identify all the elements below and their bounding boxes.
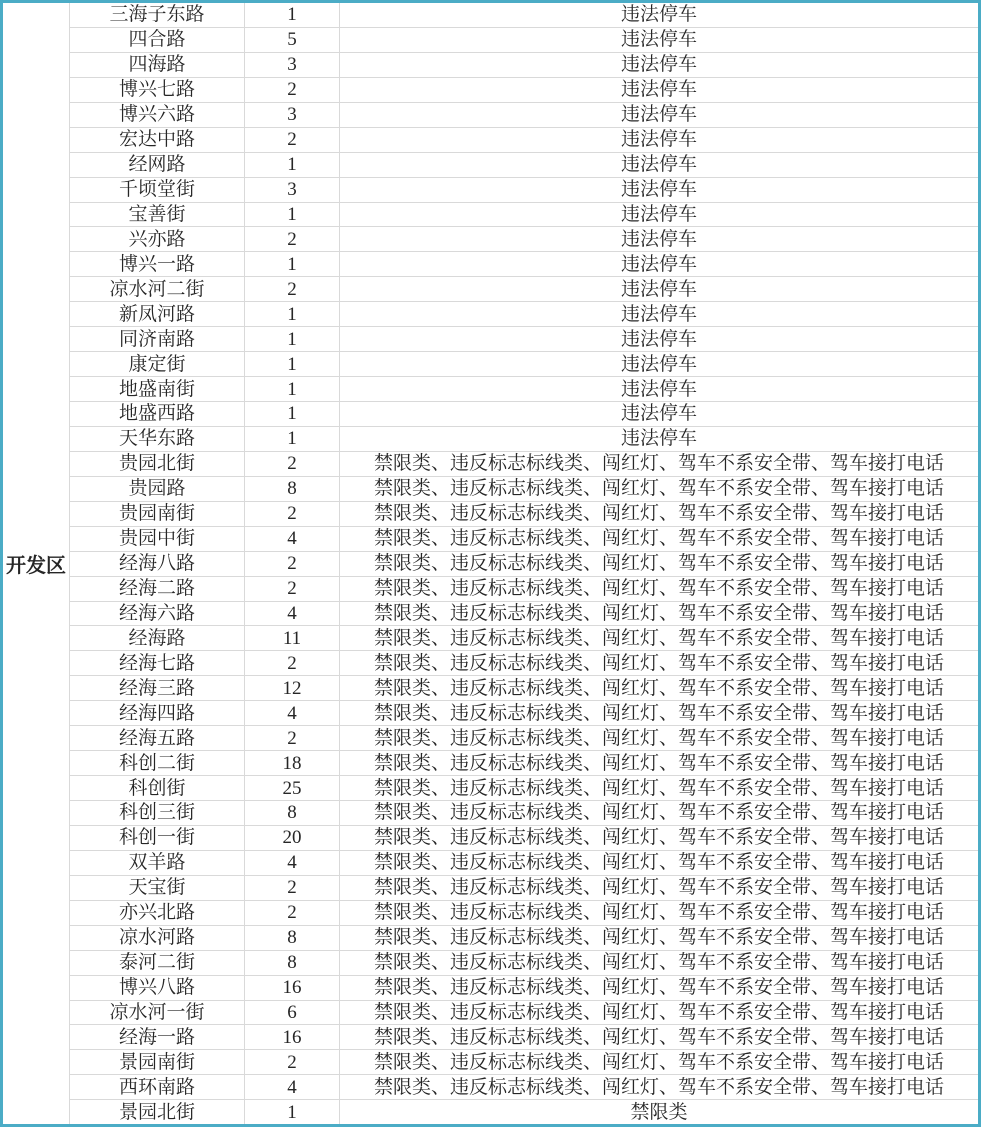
count-cell: 20	[245, 826, 340, 850]
table-row	[70, 726, 978, 751]
table-row	[70, 28, 978, 53]
table-row	[70, 1075, 978, 1100]
street-cell: 新凤河路	[70, 302, 245, 326]
count-cell: 3	[245, 178, 340, 202]
count-cell: 4	[245, 1075, 340, 1099]
violation-cell: 禁限类、违反标志标线类、闯红灯、驾车不系安全带、驾车接打电话	[373, 727, 944, 749]
count-cell: 6	[245, 1001, 340, 1025]
street-cell: 经海五路	[70, 726, 245, 750]
violation-cell: 违法停车	[620, 203, 697, 225]
street-cell: 宝善街	[70, 203, 245, 227]
street-cell: 经海三路	[70, 676, 245, 700]
violation-cell: 违法停车	[620, 104, 697, 126]
table-row	[70, 1001, 978, 1026]
table-row	[70, 951, 978, 976]
violation-cell: 违法停车	[620, 79, 697, 101]
table-row	[70, 876, 978, 901]
table-row	[70, 901, 978, 926]
violation-cell: 违法停车	[620, 129, 697, 151]
table-row	[70, 626, 978, 651]
table-row	[70, 402, 978, 427]
violation-cell: 禁限类、违反标志标线类、闯红灯、驾车不系安全带、驾车接打电话	[373, 652, 944, 674]
count-cell: 2	[245, 726, 340, 750]
table-row	[70, 826, 978, 851]
street-cell: 经海二路	[70, 577, 245, 601]
street-cell: 科创一街	[70, 826, 245, 850]
street-cell: 泰河二街	[70, 951, 245, 975]
table-row	[70, 352, 978, 377]
violation-cell: 禁限类、违反标志标线类、闯红灯、驾车不系安全带、驾车接打电话	[373, 1026, 944, 1048]
count-cell: 16	[245, 976, 340, 1000]
street-cell: 西环南路	[70, 1075, 245, 1099]
street-cell: 科创二街	[70, 751, 245, 775]
table-row	[70, 277, 978, 302]
table-row	[70, 502, 978, 527]
table-row	[70, 527, 978, 552]
street-cell: 景园南街	[70, 1050, 245, 1074]
table-row	[70, 452, 978, 477]
table-row	[70, 302, 978, 327]
street-cell: 科创三街	[70, 801, 245, 825]
count-cell: 2	[245, 876, 340, 900]
table-row	[70, 776, 978, 801]
count-cell: 1	[245, 327, 340, 351]
violation-cell: 禁限类、违反标志标线类、闯红灯、驾车不系安全带、驾车接打电话	[373, 877, 944, 899]
street-cell: 经海一路	[70, 1025, 245, 1049]
violation-cell: 禁限类、违反标志标线类、闯红灯、驾车不系安全带、驾车接打电话	[373, 1001, 944, 1023]
violation-cell: 禁限类、违反标志标线类、闯红灯、驾车不系安全带、驾车接打电话	[373, 503, 944, 525]
street-cell: 凉水河路	[70, 926, 245, 950]
count-cell: 2	[245, 502, 340, 526]
street-cell: 康定街	[70, 352, 245, 376]
street-cell: 景园北街	[70, 1100, 245, 1124]
table-row	[70, 78, 978, 103]
street-cell: 千顷堂街	[70, 178, 245, 202]
table-row	[70, 477, 978, 502]
violation-cell: 违法停车	[620, 403, 697, 425]
street-cell: 经海六路	[70, 602, 245, 626]
count-cell: 2	[245, 552, 340, 576]
table-row	[70, 227, 978, 252]
table-row	[70, 128, 978, 153]
violation-cell: 禁限类、违反标志标线类、闯红灯、驾车不系安全带、驾车接打电话	[373, 1076, 944, 1098]
street-cell: 博兴一路	[70, 252, 245, 276]
violation-cell: 违法停车	[620, 278, 697, 300]
street-cell: 经网路	[70, 153, 245, 177]
street-cell: 贵园中街	[70, 527, 245, 551]
count-cell: 16	[245, 1025, 340, 1049]
violation-cell: 禁限类、违反标志标线类、闯红灯、驾车不系安全带、驾车接打电话	[373, 1051, 944, 1073]
count-cell: 1	[245, 153, 340, 177]
table-row	[70, 3, 978, 28]
table-row	[70, 651, 978, 676]
violation-cell: 禁限类、违反标志标线类、闯红灯、驾车不系安全带、驾车接打电话	[373, 777, 944, 799]
violation-cell: 禁限类、违反标志标线类、闯红灯、驾车不系安全带、驾车接打电话	[373, 752, 944, 774]
street-cell: 博兴六路	[70, 103, 245, 127]
table-row	[70, 676, 978, 701]
table-row	[70, 1100, 978, 1124]
violation-cell: 违法停车	[620, 228, 697, 250]
table-row	[70, 178, 978, 203]
violation-cell: 禁限类、违反标志标线类、闯红灯、驾车不系安全带、驾车接打电话	[373, 602, 944, 624]
street-cell: 三海子东路	[70, 3, 245, 27]
count-cell: 25	[245, 776, 340, 800]
street-cell: 天华东路	[70, 427, 245, 451]
table-row	[70, 1050, 978, 1075]
violation-cell: 禁限类、违反标志标线类、闯红灯、驾车不系安全带、驾车接打电话	[373, 677, 944, 699]
street-cell: 博兴七路	[70, 78, 245, 102]
violation-cell: 违法停车	[620, 154, 697, 176]
region-cell	[3, 3, 70, 1124]
count-cell: 4	[245, 851, 340, 875]
street-cell: 同济南路	[70, 327, 245, 351]
violation-cell: 禁限类、违反标志标线类、闯红灯、驾车不系安全带、驾车接打电话	[373, 553, 944, 575]
street-cell: 贵园南街	[70, 502, 245, 526]
violation-cell: 禁限类、违反标志标线类、闯红灯、驾车不系安全带、驾车接打电话	[373, 902, 944, 924]
table-body	[70, 3, 978, 1124]
count-cell: 8	[245, 926, 340, 950]
violation-cell: 违法停车	[620, 253, 697, 275]
violation-cell: 禁限类、违反标志标线类、闯红灯、驾车不系安全带、驾车接打电话	[373, 702, 944, 724]
count-cell: 4	[245, 602, 340, 626]
violation-cell: 禁限类、违反标志标线类、闯红灯、驾车不系安全带、驾车接打电话	[373, 802, 944, 824]
count-cell: 3	[245, 53, 340, 77]
violation-cell: 违法停车	[620, 378, 697, 400]
table-row	[70, 801, 978, 826]
street-cell: 四合路	[70, 28, 245, 52]
street-cell: 经海七路	[70, 651, 245, 675]
violation-cell: 禁限类、违反标志标线类、闯红灯、驾车不系安全带、驾车接打电话	[373, 852, 944, 874]
count-cell: 2	[245, 78, 340, 102]
count-cell: 4	[245, 527, 340, 551]
count-cell: 8	[245, 801, 340, 825]
count-cell: 8	[245, 477, 340, 501]
table-row	[70, 851, 978, 876]
street-cell: 经海路	[70, 626, 245, 650]
count-cell: 2	[245, 277, 340, 301]
count-cell: 8	[245, 951, 340, 975]
street-cell: 科创街	[70, 776, 245, 800]
table-row	[70, 203, 978, 228]
count-cell: 1	[245, 377, 340, 401]
region-label: 开发区	[6, 555, 66, 577]
count-cell: 12	[245, 676, 340, 700]
table-row	[70, 602, 978, 627]
street-cell: 宏达中路	[70, 128, 245, 152]
violation-cell: 禁限类、违反标志标线类、闯红灯、驾车不系安全带、驾车接打电话	[373, 528, 944, 550]
count-cell: 4	[245, 701, 340, 725]
violation-cell: 禁限类、违反标志标线类、闯红灯、驾车不系安全带、驾车接打电话	[373, 478, 944, 500]
violation-cell: 禁限类、违反标志标线类、闯红灯、驾车不系安全带、驾车接打电话	[373, 927, 944, 949]
street-cell: 贵园北街	[70, 452, 245, 476]
table-row	[70, 252, 978, 277]
table-row	[70, 377, 978, 402]
count-cell: 2	[245, 901, 340, 925]
table-row	[70, 577, 978, 602]
street-cell: 地盛西路	[70, 402, 245, 426]
violation-cell: 违法停车	[620, 428, 697, 450]
count-cell: 3	[245, 103, 340, 127]
violation-cell: 违法停车	[620, 303, 697, 325]
street-cell: 凉水河一街	[70, 1001, 245, 1025]
count-cell: 2	[245, 1050, 340, 1074]
table-row	[70, 751, 978, 776]
count-cell: 2	[245, 651, 340, 675]
street-cell: 兴亦路	[70, 227, 245, 251]
table-row	[70, 327, 978, 352]
count-cell: 5	[245, 28, 340, 52]
street-cell: 天宝街	[70, 876, 245, 900]
count-cell: 1	[245, 427, 340, 451]
violation-cell: 禁限类、违反标志标线类、闯红灯、驾车不系安全带、驾车接打电话	[373, 952, 944, 974]
table-row	[70, 153, 978, 178]
count-cell: 2	[245, 227, 340, 251]
count-cell: 1	[245, 302, 340, 326]
count-cell: 1	[245, 1100, 340, 1124]
violation-cell: 违法停车	[620, 328, 697, 350]
violation-cell: 违法停车	[620, 29, 697, 51]
street-cell: 贵园路	[70, 477, 245, 501]
street-cell: 经海八路	[70, 552, 245, 576]
table-row	[70, 1025, 978, 1050]
table-row	[70, 701, 978, 726]
count-cell: 1	[245, 352, 340, 376]
street-cell: 地盛南街	[70, 377, 245, 401]
count-cell: 18	[245, 751, 340, 775]
violation-cell: 违法停车	[620, 54, 697, 76]
table-row	[70, 926, 978, 951]
violation-cell: 禁限类	[630, 1101, 688, 1123]
violation-cell: 违法停车	[620, 179, 697, 201]
count-cell: 1	[245, 252, 340, 276]
count-cell: 1	[245, 203, 340, 227]
street-cell: 双羊路	[70, 851, 245, 875]
street-cell: 博兴八路	[70, 976, 245, 1000]
street-cell: 亦兴北路	[70, 901, 245, 925]
violation-cell: 禁限类、违反标志标线类、闯红灯、驾车不系安全带、驾车接打电话	[373, 627, 944, 649]
table-row	[70, 103, 978, 128]
count-cell: 2	[245, 577, 340, 601]
table-row	[70, 976, 978, 1001]
table-row	[70, 53, 978, 78]
violation-cell: 违法停车	[620, 4, 697, 26]
count-cell: 1	[245, 3, 340, 27]
count-cell: 2	[245, 452, 340, 476]
violation-cell: 禁限类、违反标志标线类、闯红灯、驾车不系安全带、驾车接打电话	[373, 827, 944, 849]
count-cell: 11	[245, 626, 340, 650]
count-cell: 1	[245, 402, 340, 426]
violation-cell: 禁限类、违反标志标线类、闯红灯、驾车不系安全带、驾车接打电话	[373, 977, 944, 999]
count-cell: 2	[245, 128, 340, 152]
street-cell: 经海四路	[70, 701, 245, 725]
violation-cell: 禁限类、违反标志标线类、闯红灯、驾车不系安全带、驾车接打电话	[373, 453, 944, 475]
violation-cell: 禁限类、违反标志标线类、闯红灯、驾车不系安全带、驾车接打电话	[373, 578, 944, 600]
street-cell: 凉水河二街	[70, 277, 245, 301]
street-cell: 四海路	[70, 53, 245, 77]
table-row	[70, 552, 978, 577]
violation-cell: 违法停车	[620, 353, 697, 375]
table-row	[70, 427, 978, 452]
